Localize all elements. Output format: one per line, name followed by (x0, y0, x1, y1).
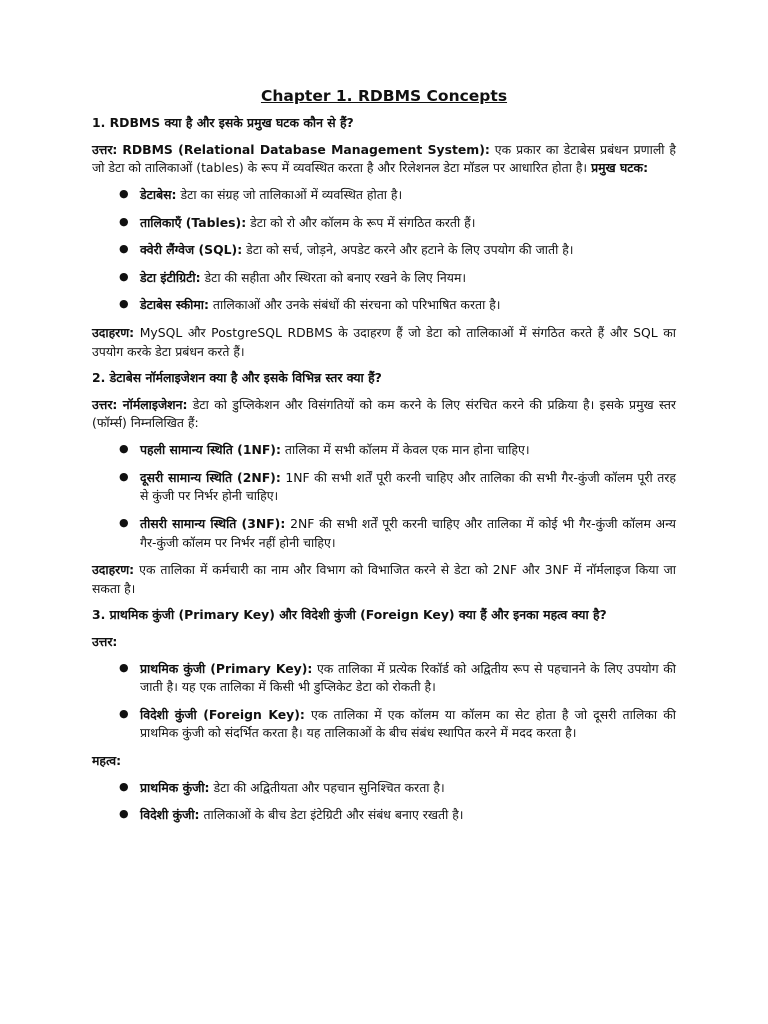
item-term: क्वेरी लैंग्वेज (SQL): (140, 242, 243, 258)
bullet-icon: ● (119, 186, 129, 200)
item-text: डेटा की सहीता और स्थिरता को बनाए रखने के लिए नियम। (204, 269, 467, 285)
importance-heading (92, 752, 676, 771)
item-term: डेटा इंटीग्रिटी: (140, 269, 201, 285)
answer-term: नॉर्मलाइजेशन: (122, 396, 188, 412)
list-item (92, 214, 676, 233)
item-term: दूसरी सामान्य स्थिति (2NF): (140, 469, 281, 485)
list-item (92, 186, 676, 205)
item-text: तालिकाओं के बीच डेटा इंटेग्रिटी और संबंध बनाए रखती है। (203, 807, 464, 823)
question-1: 1. RDBMS क्या है और इसके प्रमुख घटक कौन से हैं? (92, 115, 354, 131)
answer-3 (92, 633, 676, 652)
answer-text: एक प्रकार का डेटाबेस प्रबंधन प्रणाली है जो डेटा को तालिकाओं (tables) के रूप में व्यवस्थित करता है और रिलेशनल डेटा मॉडल पर आधारित होता है। (92, 141, 676, 176)
list-item (92, 779, 676, 798)
item-term: पहली सामान्य स्थिति (1NF): (140, 442, 281, 458)
bullet-icon: ● (119, 706, 129, 720)
item-text: डेटा का संग्रह जो तालिकाओं में व्यवस्थित होता है। (180, 186, 403, 202)
bullet-icon: ● (119, 214, 129, 228)
list-item (92, 441, 676, 460)
example-label: उदाहरण: (92, 562, 135, 578)
item-text: एक तालिका में एक कॉलम या कॉलम का सेट होता है जो दूसरी तालिका की प्राथमिक कुंजी को संदर्भित करता है। यह तालिकाओं के बीच संबंध स्थापित करने में मदद करता है। (140, 706, 676, 741)
bullet-icon: ● (119, 242, 129, 256)
item-term: विदेशी कुंजी (Foreign Key): (140, 706, 305, 722)
question-3: 3. प्राथमिक कुंजी (Primary Key) और विदेशी कुंजी (Foreign Key) क्या हैं और इनका महत्व क्या है? (92, 607, 607, 623)
bullet-icon: ● (119, 515, 129, 529)
item-term: प्राथमिक कुंजी: (140, 779, 210, 795)
example-1 (92, 324, 676, 361)
list-item (92, 296, 676, 315)
item-text: 1NF की सभी शर्तें पूरी करनी चाहिए और तालिका की सभी गैर-कुंजी कॉलम पूरी तरह से कुंजी पर निर्भर होनी चाहिए। (140, 469, 676, 504)
item-term: डेटाबेस: (140, 186, 177, 202)
bullet-icon: ● (119, 297, 129, 311)
components-label: प्रमुख घटक: (591, 160, 649, 176)
bullet-icon: ● (119, 269, 129, 283)
bullet-icon: ● (119, 779, 129, 793)
item-text: तालिका में सभी कॉलम में केवल एक मान होना चाहिए। (284, 442, 530, 458)
list-item (92, 660, 676, 697)
answer-label: उत्तर: (92, 396, 118, 412)
normal-forms-list (92, 441, 676, 552)
components-list (92, 186, 676, 315)
answer-label: उत्तर: (92, 141, 118, 157)
bullet-icon: ● (119, 469, 129, 483)
bullet-icon: ● (119, 442, 129, 456)
list-item (92, 241, 676, 260)
item-term: डेटाबेस स्कीमा: (140, 297, 209, 313)
bullet-icon: ● (119, 660, 129, 674)
item-text: डेटा की अद्वितीयता और पहचान सुनिश्चित करता है। (213, 779, 445, 795)
example-text: MySQL और PostgreSQL RDBMS के उदाहरण हैं जो डेटा को तालिकाओं में संगठित करते हैं और SQL का उपयोग करके डेटा प्रबंधन करते हैं। (92, 325, 676, 359)
document-body (92, 86, 676, 834)
list-item (92, 469, 676, 506)
item-term: तालिकाएँ (Tables): (140, 214, 247, 230)
item-term: तीसरी सामान्य स्थिति (3NF): (140, 515, 286, 531)
example-label: उदाहरण: (92, 325, 135, 341)
chapter-title: Chapter 1. RDBMS Concepts (260, 87, 508, 105)
item-term: विदेशी कुंजी: (140, 807, 200, 823)
item-text: तालिकाओं और उनके संबंधों की संरचना को परिभाषित करता है। (212, 297, 501, 313)
answer-label: उत्तर: (92, 633, 118, 649)
answer-text: डेटा को डुप्लिकेशन और विसंगतियों को कम करने के लिए संरचित करने की प्रक्रिया है। इसके प्रमुख स्तर (फॉर्म्स) निम्नलिखित हैं: (92, 396, 676, 431)
list-item (92, 515, 676, 552)
list-item (92, 269, 676, 288)
answer-term: RDBMS (Relational Database Management System): (122, 141, 490, 157)
answer-2 (92, 396, 676, 433)
question-2: 2. डेटाबेस नॉर्मलाइजेशन क्या है और इसके विभिन्न स्तर क्या हैं? (92, 370, 382, 386)
list-item (92, 806, 676, 825)
item-text: डेटा को सर्च, जोड़ने, अपडेट करने और हटाने के लिए उपयोग की जाती है। (246, 242, 574, 258)
importance-list (92, 779, 676, 825)
item-text: 2NF की सभी शर्तें पूरी करनी चाहिए और तालिका में कोई भी गैर-कुंजी कॉलम अन्य गैर-कुंजी कॉलम पर निर्भर नहीं होनी चाहिए। (140, 515, 676, 550)
item-term: प्राथमिक कुंजी (Primary Key): (140, 660, 313, 676)
importance-label: महत्व: (92, 752, 122, 768)
bullet-icon: ● (119, 807, 129, 821)
item-text: एक तालिका में प्रत्येक रिकॉर्ड को अद्वितीय रूप से पहचानने के लिए उपयोग की जाती है। यह एक तालिका में किसी भी डुप्लिकेट डेटा को रोकती है। (140, 660, 676, 695)
example-2 (92, 561, 676, 598)
item-text: डेटा को रो और कॉलम के रूप में संगठित करती हैं। (250, 214, 476, 230)
keys-list (92, 660, 676, 743)
answer-1 (92, 141, 676, 178)
example-text: एक तालिका में कर्मचारी का नाम और विभाग को विभाजित करने से डेटा को 2NF और 3NF में नॉर्मलाइज किया जा सकता है। (92, 562, 676, 596)
list-item (92, 706, 676, 743)
